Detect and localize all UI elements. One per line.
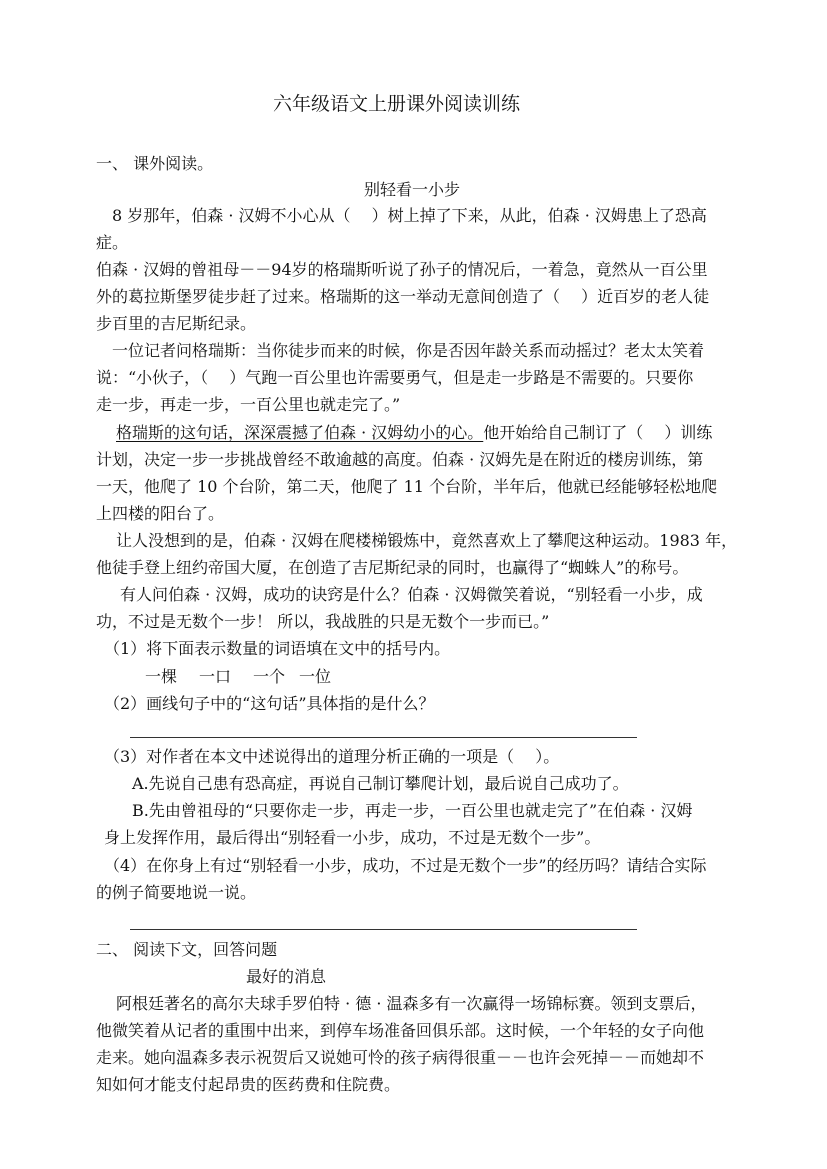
story1-p6-line1: 有人问伯森 · 汉姆，成功的诀窍是什么？伯森 · 汉姆微笑着说，“别轻看一小步，成 <box>120 585 703 604</box>
story1-p1-line1: 8 岁那年，伯森 · 汉姆不小心从（ ）树上掉了下来，从此，伯森 · 汉姆患上了恐高 <box>112 206 707 225</box>
story1-p5-line1: 让人没想到的是，伯森 · 汉姆在爬楼梯锻炼中，竟然喜欢上了攀爬这种运动。1983 年， <box>116 531 738 550</box>
q1-word: 一口 <box>199 667 232 686</box>
story1-p5-line2: 他徒手登上纽约帝国大厦，在创造了吉尼斯纪录的同时，也赢得了“蜘蛛人”的称号。 <box>96 558 689 577</box>
story1-p4-line2: 计划，决定一步一步挑战曾经不敢逾越的高度。伯森 · 汉姆先是在附近的楼房训练，第 <box>96 450 704 469</box>
story2-p1-line1: 阿根廷著名的高尔夫球手罗伯特 · 德 · 温森多有一次赢得一场锦标赛。领到支票后， <box>116 994 707 1013</box>
story1-p4-line1-rest: 他开始给自己制订了（ ）训练 <box>483 423 713 442</box>
story2-p1-line3: 走来。她向温森多表示祝贺后又说她可怜的孩子病得很重－－也许会死掉－－而她却不 <box>96 1048 705 1067</box>
q1-word-list <box>145 667 331 687</box>
story1-p4-line3: 一天，他爬了 10 个台阶，第二天，他爬了 11 个台阶，半年后，他就已经能够轻松地爬 <box>96 477 718 496</box>
question-4-line1: （4）在你身上有过“别轻看一小步，成功，不过是无数个一步”的经历吗？请结合实际 <box>104 856 707 875</box>
story1-p1-line2: 症。 <box>96 233 129 252</box>
document-title: 六年级语文上册课外阅读训练 <box>273 93 521 115</box>
q3-option-b-line2: 身上发挥作用，最后得出“别轻看一小步，成功，不过是无数个一步”。 <box>104 828 601 847</box>
story1-p3-line1: 一位记者问格瑞斯：当你徒步而来的时候，你是否因年龄关系而动摇过？老太太笑着 <box>112 341 705 360</box>
story1-p6-line2: 功，不过是无数个一步！ 所以，我战胜的只是无数个一步而已。” <box>96 612 550 631</box>
story1-p4-line1 <box>116 423 712 443</box>
story2-p1-line2: 他微笑着从记者的重围中出来，到停车场准备回俱乐部。这时候，一个年轻的女子向他 <box>96 1021 705 1040</box>
question-4-line2: 的例子简要地说一说。 <box>96 883 257 902</box>
q1-word: 一棵 <box>145 667 178 686</box>
q2-answer-line[interactable] <box>130 737 637 738</box>
q1-word: 一个 <box>253 667 286 686</box>
story1-p3-line3: 走一步，再走一步，一百公里也就走完了。” <box>96 395 401 414</box>
story1-p2-line1: 伯森 · 汉姆的曾祖母－－94岁的格瑞斯听说了孙子的情况后，一着急，竟然从一百公里 <box>96 260 708 279</box>
question-2: （2）画线句子中的“这句话”具体指的是什么？ <box>104 694 435 713</box>
section2-heading: 二、 阅读下文，回答问题 <box>96 940 278 959</box>
q3-option-b-line1: B.先由曾祖母的“只要你走一步，再走一步，一百公里也就走完了”在伯森 · 汉姆 <box>132 801 693 820</box>
story2-p1-line4: 知如何才能支付起昂贵的医药费和住院费。 <box>96 1075 401 1094</box>
question-3: （3）对作者在本文中述说得出的道理分析正确的一项是（ ）。 <box>104 747 560 766</box>
section1-heading: 一、 课外阅读。 <box>96 154 214 173</box>
story1-p2-line2: 外的葛拉斯堡罗徒步赶了过来。格瑞斯的这一举动无意间创造了（ ）近百岁的老人徒 <box>96 287 710 306</box>
story1-p3-line2: 说：“小伙子，（ ）气跑一百公里也许需要勇气，但是走一步路是不需要的。只要你 <box>96 368 694 387</box>
question-1: （1）将下面表示数量的词语填在文中的括号内。 <box>104 639 451 658</box>
story1-p2-line3: 步百里的吉尼斯纪录。 <box>96 314 257 333</box>
q3-option-a: A.先说自己患有恐高症，再说自己制订攀爬计划，最后说自己成功了。 <box>132 774 629 793</box>
underlined-sentence: 格瑞斯的这句话，深深震撼了伯森 · 汉姆幼小的心。 <box>116 423 484 442</box>
q4-answer-line[interactable] <box>130 929 637 930</box>
q1-word: 一位 <box>299 667 332 686</box>
story1-p4-line4: 上四楼的阳台了。 <box>96 504 225 523</box>
story1-title: 别轻看一小步 <box>364 180 461 199</box>
story2-title: 最好的消息 <box>246 967 327 986</box>
